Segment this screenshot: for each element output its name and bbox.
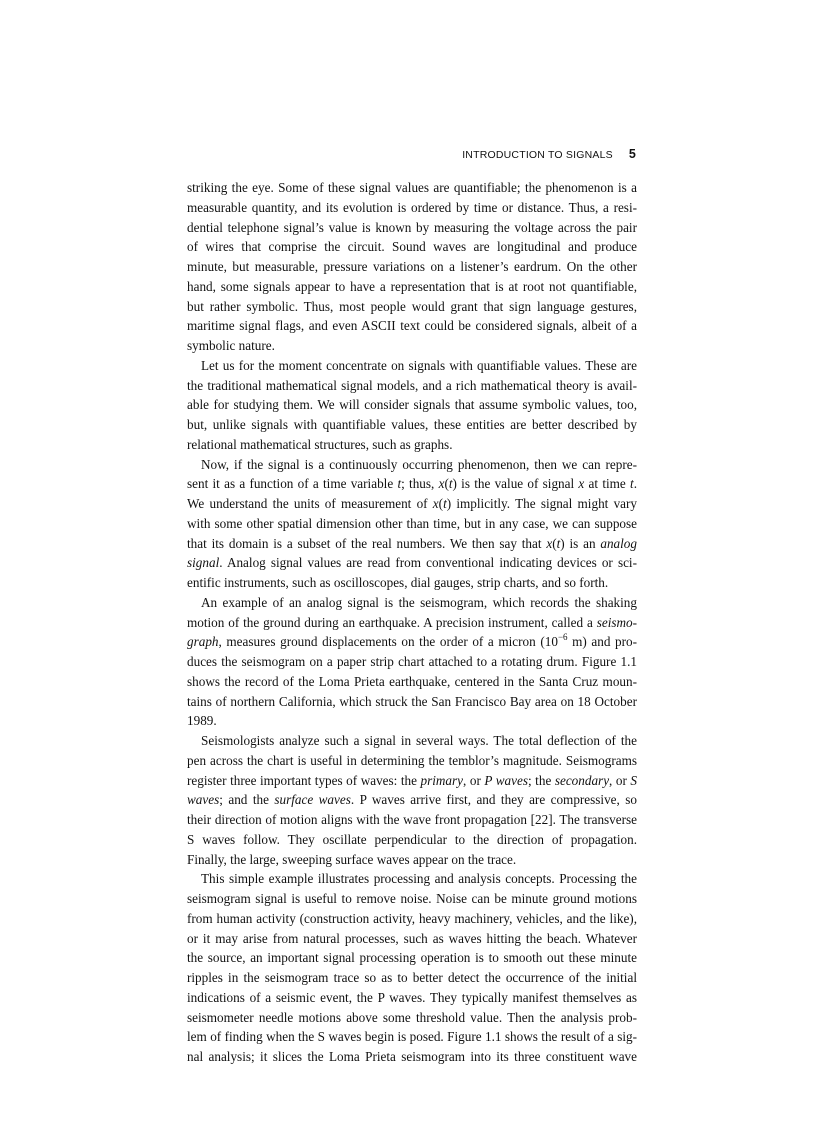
text-line: S waves follow. They oscillate perpendicular to the direction of propagation.: [187, 831, 637, 847]
text-line: symbolic nature.: [187, 338, 275, 353]
text-line: the source, an important signal processing operation is to smooth out these minute: [187, 950, 637, 966]
text-line: measurable quantity, and its evolution is ordered by time or distance. Thus, a resi-: [187, 199, 637, 215]
text-line: An example of an analog signal is the seismogram, which records the shaking: [201, 594, 637, 610]
text-line: minute, but measurable, pressure variations on a listener’s eardrum. On the other: [187, 259, 637, 274]
text-line: Now, if the signal is a continuously occurring phenomenon, then we can repre-: [201, 456, 637, 472]
text-line: striking the eye. Some of these signal values are quantifiable; the phenomenon is a: [187, 180, 637, 195]
paragraph: [187, 178, 637, 356]
paragraph: [187, 869, 637, 1067]
text-line: duces the seismogram on a paper strip chart attached to a rotating drum. Figure 1.1: [187, 654, 637, 669]
text-line: nal analysis; it slices the Loma Prieta seismogram into its three constituent wave: [187, 1049, 637, 1064]
text-line: ripples in the seismogram trace so as to better detect the occurrence of the initial: [187, 970, 637, 985]
text-line: dential telephone signal’s value is known by measuring the voltage across the pair: [187, 219, 637, 235]
text-line: seismogram signal is useful to remove noise. Noise can be minute ground motions: [187, 891, 637, 906]
text-line: register three important types of waves: the primary, or P waves; the secondary, or S: [187, 772, 638, 788]
text-line: graph, measures ground displacements on the order of a micron ($10^{-6}$ m) and pro-: [187, 632, 638, 650]
text-line: seismometer needle motions above some threshold value. Then the analysis prob-: [187, 1009, 637, 1025]
text-line: relational mathematical structures, such as graphs.: [187, 436, 453, 452]
text-line: their direction of motion aligns with the wave front propagation [22]. The transverse: [187, 812, 637, 827]
text-line: entific instruments, such as oscilloscopes, dial gauges, strip charts, and so forth.: [187, 575, 609, 590]
text-line: pen across the chart is useful in determining the temblor’s magnitude. Seismograms: [187, 752, 637, 768]
text-line: but, unlike signals with quantifiable values, these entities are better described by: [187, 417, 637, 432]
text-line: indications of a seismic event, the P waves. They typically manifest themselves as: [187, 989, 637, 1005]
text-line: or it may arise from natural processes, such as waves hitting the beach. Whatever: [187, 930, 637, 946]
text-line: the traditional mathematical signal models, and a rich mathematical theory is avail-: [187, 377, 637, 393]
text-line: motion of the ground during an earthquake. A precision instrument, called a seismo-: [187, 614, 637, 630]
text-line: hand, some signals appear to have a representation that is at root not quantifiable,: [187, 278, 637, 294]
text-line: able for studying them. We will consider signals that assume symbolic values, too,: [187, 397, 637, 413]
page-number: 5: [628, 147, 636, 161]
text-line: Finally, the large, sweeping surface waves appear on the trace.: [187, 851, 517, 867]
running-head: [462, 147, 636, 161]
text-line: lem of finding when the S waves begin is posed. Figure 1.1 shows the result of a sig-: [187, 1029, 637, 1045]
text-line: sent it as a function of a time variable t; thus, x(t) is the value of signal x at time t.: [187, 476, 637, 492]
text-line: 1989.: [187, 713, 217, 729]
text-line: Seismologists analyze such a signal in several ways. The total deflection of the: [201, 733, 637, 748]
paragraph: [187, 356, 637, 455]
text-line: but rather symbolic. Thus, most people would grant that sign language gestures,: [187, 298, 637, 314]
paragraph: [187, 593, 637, 731]
text-line: from human activity (construction activity, heavy machinery, vehicles, and the like),: [187, 910, 637, 926]
text-line: that its domain is a subset of the real numbers. We then say that x(t) is an analog: [187, 535, 637, 551]
text-line: tains of northern California, which struck the San Francisco Bay area on 18 October: [187, 693, 637, 709]
text-line: signal. Analog signal values are read from conventional indicating devices or sci-: [187, 555, 637, 571]
body-text: [187, 178, 637, 1067]
text-line: We understand the units of measurement of x(t) implicitly. The signal might vary: [187, 496, 637, 511]
text-line: with some other spatial dimension other than time, but in any case, we can suppose: [187, 515, 637, 531]
paragraph: [187, 455, 637, 593]
text-line: waves; and the surface waves. P waves arrive first, and they are compressive, so: [187, 792, 637, 808]
text-line: of wires that comprise the circuit. Sound waves are longitudinal and produce: [187, 239, 637, 255]
paragraph: [187, 731, 637, 869]
text-line: Let us for the moment concentrate on signals with quantifiable values. These are: [201, 357, 637, 373]
section-title: INTRODUCTION TO SIGNALS: [462, 149, 613, 161]
text-line: maritime signal flags, and even ASCII text could be considered signals, albeit of a: [187, 318, 637, 334]
text-line: This simple example illustrates processing and analysis concepts. Processing the: [201, 871, 637, 887]
text-line: shows the record of the Loma Prieta earthquake, centered in the Santa Cruz moun-: [187, 673, 637, 689]
